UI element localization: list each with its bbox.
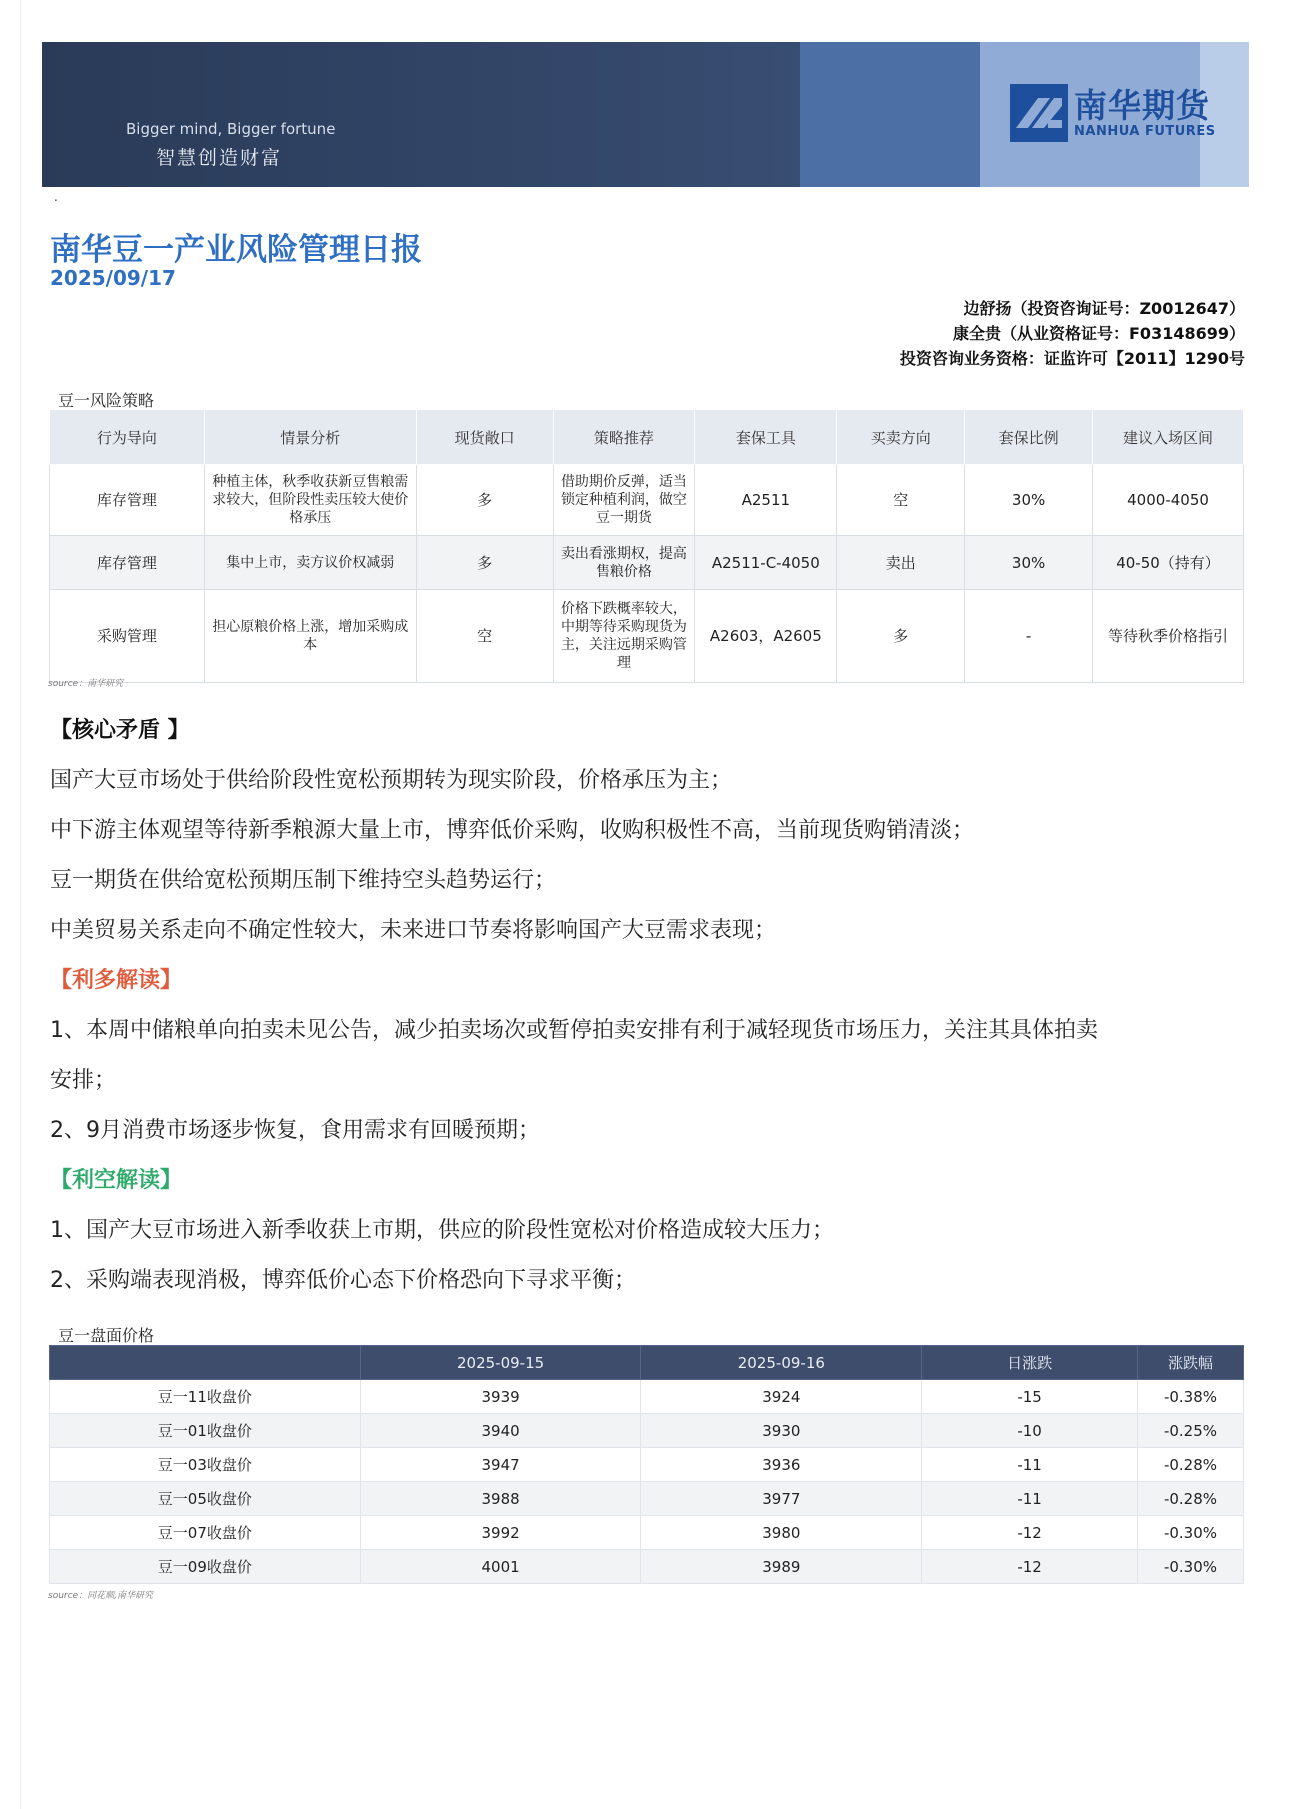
table-header-row xyxy=(50,410,1244,465)
marker-dot: . xyxy=(54,190,58,204)
table-row xyxy=(50,1414,1244,1448)
table-cell: 3980 xyxy=(641,1516,922,1550)
table-cell: 多 xyxy=(837,590,965,683)
table-cell: 担心原粮价格上涨，增加采购成本 xyxy=(204,590,416,683)
header-cell: 2025-09-16 xyxy=(641,1346,922,1380)
table-cell: 豆一05收盘价 xyxy=(50,1482,361,1516)
header-cell: 涨跌幅 xyxy=(1138,1346,1244,1380)
table-cell: 3947 xyxy=(360,1448,641,1482)
table-cell: 空 xyxy=(837,465,965,536)
price-table-title: 豆一盘面价格 xyxy=(58,1326,155,1345)
core-line: 国产大豆市场处于供给阶段性宽松预期转为现实阶段，价格承压为主； xyxy=(50,768,733,793)
source-note: source：南华研究 xyxy=(48,679,124,689)
table-cell: 卖出 xyxy=(837,536,965,590)
table-row xyxy=(50,1448,1244,1482)
table-cell: 3936 xyxy=(641,1448,922,1482)
nanhua-logo-icon xyxy=(1010,84,1068,142)
banner-band xyxy=(800,42,980,187)
table-row xyxy=(50,1516,1244,1550)
author-line: 康全贵（从业资格证号：F03148699） xyxy=(953,324,1245,343)
core-line: 中下游主体观望等待新季粮源大量上市，博弈低价采购，收购积极性不高，当前现货购销清淡； xyxy=(50,818,975,843)
table-cell: 4000-4050 xyxy=(1093,465,1244,536)
table-cell: 卖出看涨期权，提高售粮价格 xyxy=(553,536,695,590)
table-row xyxy=(50,590,1244,683)
page-edge xyxy=(20,0,21,1809)
table-cell: -11 xyxy=(922,1482,1138,1516)
table-cell: -12 xyxy=(922,1516,1138,1550)
table-cell: 3977 xyxy=(641,1482,922,1516)
table-cell: 3940 xyxy=(360,1414,641,1448)
table-cell: A2511 xyxy=(695,465,837,536)
header-banner xyxy=(42,42,1249,187)
table-cell: 豆一07收盘价 xyxy=(50,1516,361,1550)
table-header-row xyxy=(50,1346,1244,1380)
slogan-en: Bigger mind, Bigger fortune xyxy=(126,120,336,138)
table-cell: -0.30% xyxy=(1138,1550,1244,1584)
report-date: 2025/09/17 xyxy=(50,266,176,290)
header-cell xyxy=(50,1346,361,1380)
table-cell: -0.28% xyxy=(1138,1482,1244,1516)
table-cell: 4001 xyxy=(360,1550,641,1584)
table-cell: 集中上市，卖方议价权减弱 xyxy=(204,536,416,590)
table-cell: 借助期价反弹，适当锁定种植利润，做空豆一期货 xyxy=(553,465,695,536)
table-cell: A2511-C-4050 xyxy=(695,536,837,590)
company-logo xyxy=(1010,84,1216,142)
header-cell: 2025-09-15 xyxy=(360,1346,641,1380)
bullish-line: 2、9月消费市场逐步恢复，食用需求有回暖预期； xyxy=(50,1118,540,1143)
table-cell: 价格下跌概率较大，中期等待采购现货为主，关注远期采购管理 xyxy=(553,590,695,683)
logo-text-cn: 南华期货 xyxy=(1074,85,1210,125)
logo-text-en: NANHUA FUTURES xyxy=(1074,123,1216,139)
table-cell: 3992 xyxy=(360,1516,641,1550)
table-row xyxy=(50,465,1244,536)
table-cell: 30% xyxy=(965,536,1093,590)
license-line: 投资咨询业务资格：证监许可【2011】1290号 xyxy=(899,349,1245,368)
report-title: 南华豆一产业风险管理日报 xyxy=(50,232,422,268)
header-cell: 情景分析 xyxy=(204,410,416,465)
table-row xyxy=(50,536,1244,590)
strategy-table xyxy=(49,409,1244,683)
table-cell: -0.25% xyxy=(1138,1414,1244,1448)
table-cell: 豆一09收盘价 xyxy=(50,1550,361,1584)
header-cell: 现货敞口 xyxy=(416,410,553,465)
core-line: 豆一期货在供给宽松预期压制下维持空头趋势运行； xyxy=(50,868,557,893)
table-cell: A2603，A2605 xyxy=(695,590,837,683)
source-note: source：同花顺,南华研究 xyxy=(48,1591,153,1601)
price-table xyxy=(49,1345,1244,1584)
table-cell: - xyxy=(965,590,1093,683)
table-cell: -11 xyxy=(922,1448,1138,1482)
bearish-line: 2、采购端表现消极，博弈低价心态下价格恐向下寻求平衡； xyxy=(50,1268,636,1293)
table-cell: -0.38% xyxy=(1138,1380,1244,1414)
table-cell: 3924 xyxy=(641,1380,922,1414)
core-header: 【核心矛盾 】 xyxy=(50,718,190,743)
table-cell: -0.30% xyxy=(1138,1516,1244,1550)
header-cell: 买卖方向 xyxy=(837,410,965,465)
table-cell: 等待秋季价格指引 xyxy=(1093,590,1244,683)
table-cell: 豆一03收盘价 xyxy=(50,1448,361,1482)
table-cell: 多 xyxy=(416,536,553,590)
table-cell: -10 xyxy=(922,1414,1138,1448)
table-cell: -15 xyxy=(922,1380,1138,1414)
table-cell: 豆一11收盘价 xyxy=(50,1380,361,1414)
table-cell: 3939 xyxy=(360,1380,641,1414)
table-cell: -12 xyxy=(922,1550,1138,1584)
header-cell: 行为导向 xyxy=(50,410,205,465)
core-line: 中美贸易关系走向不确定性较大，未来进口节奏将影响国产大豆需求表现； xyxy=(50,918,777,943)
strategy-table-title: 豆一风险策略 xyxy=(58,391,155,410)
table-row xyxy=(50,1482,1244,1516)
header-cell: 套保工具 xyxy=(695,410,837,465)
header-cell: 建议入场区间 xyxy=(1093,410,1244,465)
bullish-line: 安排； xyxy=(50,1068,117,1093)
table-cell: 3989 xyxy=(641,1550,922,1584)
header-cell: 策略推荐 xyxy=(553,410,695,465)
author-block xyxy=(900,296,1245,371)
author-line: 边舒扬（投资咨询证号：Z0012647） xyxy=(963,299,1245,318)
table-cell: 3988 xyxy=(360,1482,641,1516)
table-cell: 多 xyxy=(416,465,553,536)
header-cell: 套保比例 xyxy=(965,410,1093,465)
bullish-line: 1、本周中储粮单向拍卖未见公告，减少拍卖场次或暂停拍卖安排有利于减轻现货市场压力，关注其具体拍卖 xyxy=(50,1018,1099,1043)
header-cell: 日涨跌 xyxy=(922,1346,1138,1380)
bearish-line: 1、国产大豆市场进入新季收获上市期，供应的阶段性宽松对价格造成较大压力； xyxy=(50,1218,834,1243)
table-cell: 40-50（持有） xyxy=(1093,536,1244,590)
table-cell: 采购管理 xyxy=(50,590,205,683)
table-cell: 种植主体，秋季收获新豆售粮需求较大，但阶段性卖压较大使价格承压 xyxy=(204,465,416,536)
bearish-header: 【利空解读】 xyxy=(50,1168,183,1193)
table-row xyxy=(50,1380,1244,1414)
slogan-cn: 智慧创造财富 xyxy=(156,147,283,169)
bullish-header: 【利多解读】 xyxy=(50,968,183,993)
table-row xyxy=(50,1550,1244,1584)
table-cell: -0.28% xyxy=(1138,1448,1244,1482)
table-cell: 空 xyxy=(416,590,553,683)
table-cell: 30% xyxy=(965,465,1093,536)
table-cell: 库存管理 xyxy=(50,536,205,590)
table-cell: 豆一01收盘价 xyxy=(50,1414,361,1448)
table-cell: 库存管理 xyxy=(50,465,205,536)
table-cell: 3930 xyxy=(641,1414,922,1448)
